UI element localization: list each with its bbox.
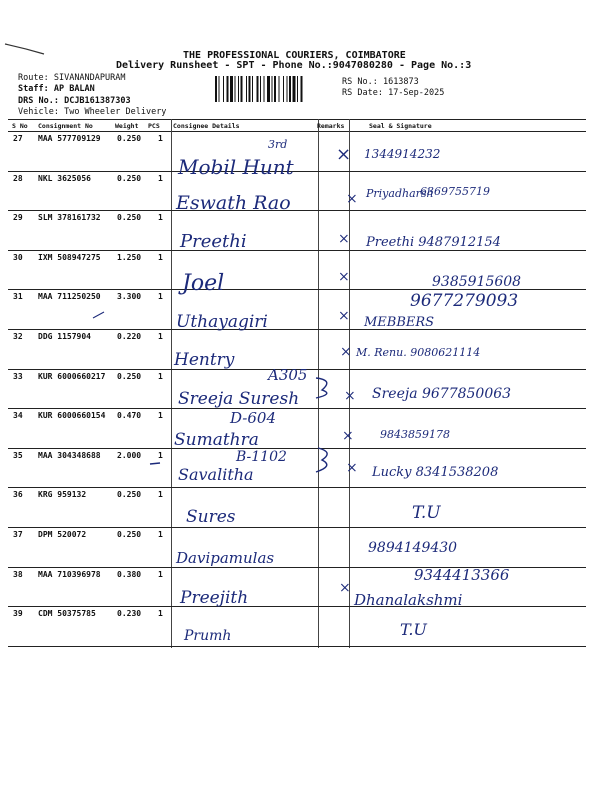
vehicle-label: Vehicle: — [18, 107, 59, 117]
staff-label: Staff: — [18, 84, 49, 94]
cell-sno: 27 — [13, 134, 23, 143]
hand-consignee-10: D-604 — [230, 409, 277, 427]
hand-consignee-12: B-1102 — [236, 449, 287, 465]
hand-consignee-13: Savalitha — [178, 465, 254, 484]
hand-seal-3: 6369755719 — [420, 185, 490, 198]
cell-pcs: 1 — [158, 371, 163, 381]
hand-seal-5: 9385915608 — [432, 274, 522, 290]
hand-seal-2: Priyadharsh — [366, 187, 434, 200]
drs-value: DCJB161387303 — [64, 96, 131, 106]
cell-pcs: 1 — [158, 530, 163, 539]
hand-consignee-7: Hentry — [174, 350, 235, 370]
cell-consignment: NKL 3625056 — [38, 173, 91, 183]
col-divider-remarks — [318, 119, 319, 648]
cell-consignment: CDM 50375785 — [38, 609, 96, 619]
hand-mark-7: × — [344, 388, 356, 404]
cell-weight: 0.250 — [117, 213, 142, 223]
cell-consignment: MAA 711250250 — [38, 292, 101, 302]
drs-line — [18, 96, 131, 106]
hand-seal-6: 9677279093 — [410, 291, 519, 311]
cell-sno: 33 — [13, 371, 23, 381]
cell-sno: 34 — [13, 411, 23, 421]
cell-weight: 0.250 — [117, 490, 142, 500]
cell-consignment: KRG 959132 — [38, 490, 87, 500]
company-title: THE PROFESSIONAL COURIERS, COIMBATORE — [183, 50, 406, 61]
hand-consignee-8: A305 — [268, 366, 308, 384]
cell-weight: 3.300 — [117, 292, 142, 302]
row-rule — [8, 567, 586, 568]
hand-seal-9: Sreeja 9677850063 — [372, 386, 512, 402]
cell-sno: 35 — [13, 450, 23, 460]
row-rule — [8, 369, 586, 370]
cell-sno: 37 — [13, 530, 23, 539]
cell-weight: 0.230 — [117, 609, 142, 619]
cell-consignment: MAA 577709129 — [38, 134, 101, 143]
hand-consignee-16: Preejith — [180, 588, 249, 608]
cell-pcs: 1 — [158, 609, 163, 619]
cell-consignment: MAA 304348688 — [38, 450, 101, 460]
row-rule — [8, 527, 586, 528]
cell-weight: 0.250 — [117, 371, 142, 381]
cell-consignment: IXM 508947275 — [38, 252, 101, 262]
hand-mark-6: × — [340, 344, 352, 360]
cell-pcs: 1 — [158, 173, 163, 183]
cell-weight: 0.380 — [117, 569, 142, 579]
barcode — [214, 76, 338, 102]
cell-consignment: MAA 710396978 — [38, 569, 101, 579]
cell-pcs: 1 — [158, 450, 163, 460]
hand-seal-10: 9843859178 — [380, 428, 450, 441]
cell-sno: 36 — [13, 490, 23, 500]
cell-sno: 32 — [13, 332, 23, 341]
cell-pcs: 1 — [158, 292, 163, 302]
cell-consignment: KUR 6000660217 — [38, 371, 106, 381]
cell-pcs: 1 — [158, 332, 163, 341]
row-rule — [8, 606, 586, 607]
hand-mark-2: × — [346, 191, 358, 207]
cell-sno: 29 — [13, 213, 23, 223]
row-rule — [8, 210, 586, 211]
staff-value: AP BALAN — [53, 84, 95, 94]
rs-date-value: 17-Sep-2025 — [388, 88, 445, 98]
hand-consignee-15: Davipamulas — [176, 549, 275, 567]
col-divider-seal — [349, 119, 350, 648]
rs-number-label: RS No.: — [342, 77, 378, 87]
cell-weight: 0.470 — [117, 411, 142, 421]
hand-seal-15: Dhanalakshmi — [354, 591, 463, 609]
cell-pcs: 1 — [158, 213, 163, 223]
vehicle-value: Two Wheeler Delivery — [64, 107, 167, 117]
row-rule — [8, 448, 586, 449]
cell-consignment: DDG 1157904 — [38, 332, 91, 341]
hand-mark-4: × — [338, 269, 350, 285]
hand-mark-5: × — [338, 308, 350, 324]
hand-consignee-9: Sreeja Suresh — [178, 389, 300, 409]
cell-pcs: 1 — [158, 411, 163, 421]
rs-number-value: 1613873 — [382, 77, 419, 87]
hand-consignee-11: Sumathra — [174, 430, 259, 450]
hand-seal-16: T.U — [400, 620, 427, 639]
cell-consignment: DPM 520072 — [38, 530, 87, 539]
vehicle-line — [18, 107, 166, 117]
cell-pcs: 1 — [158, 569, 163, 579]
hand-consignee-6: Uthayagiri — [176, 312, 268, 332]
cell-sno: 30 — [13, 252, 23, 262]
route-value: SIVANANDAPURAM — [53, 73, 126, 83]
cell-sno: 28 — [13, 173, 23, 183]
hand-mark-1: × — [336, 144, 352, 165]
hand-consignee-5: Joel — [182, 271, 225, 296]
hand-seal-4: Preethi 9487912154 — [366, 235, 501, 250]
row-rule — [8, 329, 586, 330]
row-rule — [8, 408, 586, 409]
rs-date-label: RS Date: — [342, 88, 383, 98]
cell-pcs: 1 — [158, 252, 163, 262]
cell-consignment: SLM 378161732 — [38, 213, 101, 223]
hand-seal-7: MEBBERS — [364, 315, 435, 330]
cell-weight: 0.220 — [117, 332, 142, 341]
header-rule — [8, 131, 586, 132]
runsheet-subtitle: Delivery Runsheet - SPT - Phone No.:9047080280 - Page No.:3 — [116, 60, 472, 71]
cell-weight: 2.000 — [117, 450, 142, 460]
row-rule — [8, 250, 586, 251]
cell-weight: 0.250 — [117, 173, 142, 183]
corner-scribble — [4, 40, 46, 56]
cell-weight: 1.250 — [117, 252, 142, 262]
col-divider-consignee — [171, 119, 172, 648]
col-header-consignment: Consignment No — [38, 122, 93, 130]
cell-pcs: 1 — [158, 490, 163, 500]
col-header-remarks: Remarks — [317, 122, 345, 130]
cell-sno: 38 — [13, 569, 23, 579]
rs-date-line — [342, 88, 444, 98]
cell-weight: 0.250 — [117, 530, 142, 539]
hand-consignee-4: Preethi — [180, 231, 247, 252]
hand-seal-13: 9894149430 — [368, 540, 458, 556]
row-rule — [8, 646, 586, 647]
staff-line — [18, 84, 95, 94]
hand-seal-11: Lucky 8341538208 — [372, 465, 499, 480]
hand-mark-3: × — [338, 231, 350, 247]
cell-sno: 39 — [13, 609, 23, 619]
col-header-pcs: PCS — [148, 122, 160, 130]
cell-sno: 31 — [13, 292, 23, 302]
hand-seal-12: T.U — [412, 503, 441, 523]
hand-mark-8: × — [342, 428, 354, 444]
cell-consignment: KUR 6000660154 — [38, 411, 106, 421]
row-rule — [8, 289, 586, 290]
col-header-consignee: Consignee Details — [173, 122, 240, 130]
col-header-seal: Seal & Signature — [369, 122, 432, 130]
hand-consignee-3: Eswath Rao — [176, 192, 291, 214]
cell-pcs: 1 — [158, 134, 163, 143]
row-rule — [8, 171, 586, 172]
hand-consignee-14: Sures — [186, 507, 236, 527]
hand-consignee-17: Prumh — [184, 628, 232, 644]
route-line — [18, 73, 126, 83]
hand-consignee-1: 3rd — [268, 138, 288, 151]
hand-mark-9: × — [346, 460, 358, 476]
cell-weight: 0.250 — [117, 134, 142, 143]
hand-seal-14: 9344413366 — [414, 566, 510, 584]
col-header-weight: Weight — [115, 122, 139, 130]
hand-mark-10: × — [339, 580, 351, 596]
route-label: Route: — [18, 73, 49, 83]
hand-seal-1: 1344914232 — [364, 147, 441, 161]
hand-consignee-2: Mobil Hunt — [178, 155, 294, 179]
rs-number-line — [342, 77, 419, 87]
row-rule — [8, 487, 586, 488]
hand-seal-8: M. Renu. 9080621114 — [356, 346, 481, 359]
drs-label: DRS No.: — [18, 96, 59, 106]
table-top-rule — [8, 119, 586, 120]
col-header-sno: S No — [12, 122, 28, 130]
